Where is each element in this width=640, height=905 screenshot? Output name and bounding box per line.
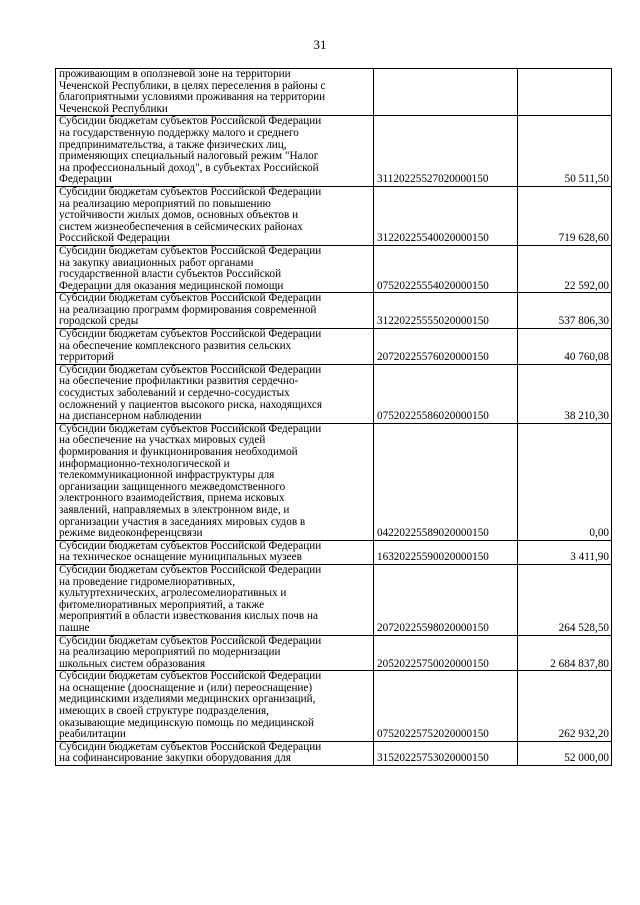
description-line: формирования и функционирования необходимой bbox=[59, 446, 298, 458]
budget-classification-code: 07520225586020000150 bbox=[374, 364, 518, 423]
description-line: систем жизнеобеспечения в сейсмических районах bbox=[59, 220, 303, 233]
description-line: сосудистых заболеваний и сердечно-сосудистых bbox=[59, 387, 290, 400]
subsidy-description bbox=[56, 364, 374, 423]
description-line: на оснащение (дооснащение и (или) переоснащение) bbox=[59, 681, 313, 694]
description-line: Субсидии бюджетам субъектов Российской Федерации bbox=[59, 741, 322, 753]
description-line: Субсидии бюджетам субъектов Российской Федерации bbox=[59, 364, 322, 376]
subsidy-description bbox=[56, 540, 374, 564]
subsidy-description bbox=[56, 186, 374, 245]
description-line: Российской Федерации bbox=[59, 232, 170, 245]
description-line: реабилитации bbox=[59, 728, 126, 741]
budget-classification-code: 31120225527020000150 bbox=[374, 116, 518, 187]
description-line: предпринимательства, а также физических лиц, bbox=[59, 138, 287, 151]
description-line: Федерации bbox=[59, 173, 112, 186]
budget-classification-code: 31220225540020000150 bbox=[374, 186, 518, 245]
description-line: устойчивости жилых домов, основных объектов и bbox=[59, 209, 299, 222]
description-line: Субсидии бюджетам субъектов Российской Федерации bbox=[59, 423, 322, 435]
budget-classification-code bbox=[374, 69, 518, 116]
subsidy-amount: 22 592,00 bbox=[518, 245, 612, 292]
description-line: имеющих в своей структуре подразделения, bbox=[59, 705, 269, 718]
subsidy-amount: 3 411,90 bbox=[518, 540, 612, 564]
description-line: режиме видеоконференцсвязи bbox=[59, 527, 203, 540]
description-line: проживающим в оползневой зоне на территории bbox=[59, 68, 291, 80]
description-line: школьных систем образования bbox=[59, 657, 206, 670]
subsidy-amount: 52 000,00 bbox=[518, 741, 612, 765]
table-row bbox=[56, 635, 612, 671]
description-line: на реализацию программ формирования современной bbox=[59, 303, 317, 316]
table-row bbox=[56, 423, 612, 540]
description-line: на диспансерном наблюдении bbox=[59, 410, 202, 423]
description-line: на государственную поддержку малого и среднего bbox=[59, 126, 299, 139]
subsidy-amount: 38 210,30 bbox=[518, 364, 612, 423]
budget-classification-code: 07520225752020000150 bbox=[374, 671, 518, 742]
table-row bbox=[56, 564, 612, 635]
subsidy-description bbox=[56, 69, 374, 116]
subsidy-description bbox=[56, 671, 374, 742]
description-line: мероприятий в области известкования кислых почв на bbox=[59, 610, 318, 623]
table-row bbox=[56, 69, 612, 116]
table-row bbox=[56, 540, 612, 564]
budget-classification-code: 31520225753020000150 bbox=[374, 741, 518, 765]
subsidy-description bbox=[56, 635, 374, 671]
table-row bbox=[56, 245, 612, 292]
table-row bbox=[56, 671, 612, 742]
description-line: Федерации для оказания медицинской помощи bbox=[59, 279, 284, 292]
description-line: Субсидии бюджетам субъектов Российской Федерации bbox=[59, 245, 322, 257]
description-line: на обеспечение на участках мировых судей bbox=[59, 434, 266, 447]
description-line: городской среды bbox=[59, 315, 139, 328]
description-line: на обеспечение профилактики развития сердечно- bbox=[59, 375, 299, 388]
description-line: осложнений у пациентов высокого риска, находящихся bbox=[59, 398, 322, 411]
description-line: на профессиональный доход", в субъектах Российской bbox=[59, 161, 319, 174]
table-row bbox=[56, 364, 612, 423]
subsidy-description bbox=[56, 741, 374, 765]
subsidies-table bbox=[55, 68, 612, 766]
table-body bbox=[56, 69, 612, 766]
description-line: Субсидии бюджетам субъектов Российской Федерации bbox=[59, 328, 322, 341]
description-line: применяющих специальный налоговый режим "Налог bbox=[59, 150, 319, 163]
description-line: Субсидии бюджетам субъектов Российской Федерации bbox=[59, 115, 322, 128]
budget-classification-code: 31220225555020000150 bbox=[374, 293, 518, 329]
budget-classification-code: 20720225598020000150 bbox=[374, 564, 518, 635]
page-number: 31 bbox=[313, 37, 327, 52]
description-line: на реализацию мероприятий по модернизации bbox=[59, 646, 281, 659]
subsidy-description bbox=[56, 245, 374, 292]
budget-classification-code: 04220225589020000150 bbox=[374, 423, 518, 540]
budget-classification-code: 20520225750020000150 bbox=[374, 635, 518, 671]
description-line: на закупку авиационных работ органами bbox=[59, 256, 254, 269]
description-line: Субсидии бюджетам субъектов Российской Федерации bbox=[59, 540, 322, 552]
subsidy-amount: 719 628,60 bbox=[518, 186, 612, 245]
description-line: организации участия в заседаниях мировых судов в bbox=[59, 515, 306, 528]
table-row bbox=[56, 741, 612, 765]
description-line: на софинансирование закупки оборудования для bbox=[59, 752, 291, 765]
description-line: Субсидии бюджетам субъектов Российской Федерации bbox=[59, 564, 322, 576]
description-line: информационно-технологической и bbox=[59, 457, 230, 470]
description-line: медицинскими изделиями медицинских организаций, bbox=[59, 693, 316, 706]
subsidy-amount: 2 684 837,80 bbox=[518, 635, 612, 671]
description-line: Субсидии бюджетам субъектов Российской Федерации bbox=[59, 670, 322, 683]
subsidy-description bbox=[56, 329, 374, 365]
description-line: культуртехнических, агролесомелиоративных и bbox=[59, 587, 287, 600]
table-row bbox=[56, 186, 612, 245]
budget-classification-code: 16320225590020000150 bbox=[374, 540, 518, 564]
description-line: Субсидии бюджетам субъектов Российской Федерации bbox=[59, 635, 322, 647]
description-line: Чеченской Республики bbox=[59, 102, 168, 115]
table-row bbox=[56, 116, 612, 187]
subsidy-amount: 537 806,30 bbox=[518, 293, 612, 329]
table-row bbox=[56, 293, 612, 329]
subsidy-description bbox=[56, 423, 374, 540]
description-line: на проведение гидромелиоративных, bbox=[59, 575, 236, 588]
description-line: заявлений, направляемых в электронном виде, и bbox=[59, 503, 290, 516]
subsidy-amount: 40 760,08 bbox=[518, 329, 612, 365]
description-line: Чеченской Республики, в целях переселения в районы с bbox=[59, 79, 326, 92]
description-line: территорий bbox=[59, 351, 114, 364]
subsidy-amount bbox=[518, 69, 612, 116]
subsidy-amount: 0,00 bbox=[518, 423, 612, 540]
description-line: на реализацию мероприятий по повышению bbox=[59, 197, 271, 210]
description-line: на техническое оснащение муниципальных музеев bbox=[59, 551, 302, 564]
description-line: организации защищенного межведомственного bbox=[59, 480, 286, 493]
description-line: оказывающие медицинскую помощь по медицинской bbox=[59, 716, 314, 729]
description-line: фитомелиоративных мероприятий, а также bbox=[59, 598, 265, 611]
subsidy-description bbox=[56, 564, 374, 635]
description-line: на обеспечение комплексного развития сельских bbox=[59, 339, 292, 352]
description-line: электронного взаимодействия, приема исковых bbox=[59, 492, 285, 505]
description-line: телекоммуникационной инфраструктуры для bbox=[59, 469, 275, 482]
subsidy-amount: 264 528,50 bbox=[518, 564, 612, 635]
description-line: пашне bbox=[59, 621, 90, 634]
subsidy-amount: 262 932,20 bbox=[518, 671, 612, 742]
subsidy-description bbox=[56, 116, 374, 187]
description-line: Субсидии бюджетам субъектов Российской Федерации bbox=[59, 292, 322, 305]
budget-classification-code: 07520225554020000150 bbox=[374, 245, 518, 292]
description-line: благоприятными условиями проживания на территории bbox=[59, 91, 326, 104]
description-line: государственной власти субъектов Российской bbox=[59, 268, 282, 281]
subsidy-description bbox=[56, 293, 374, 329]
budget-classification-code: 20720225576020000150 bbox=[374, 329, 518, 365]
table-row bbox=[56, 329, 612, 365]
description-line: Субсидии бюджетам субъектов Российской Федерации bbox=[59, 186, 322, 198]
subsidy-amount: 50 511,50 bbox=[518, 116, 612, 187]
